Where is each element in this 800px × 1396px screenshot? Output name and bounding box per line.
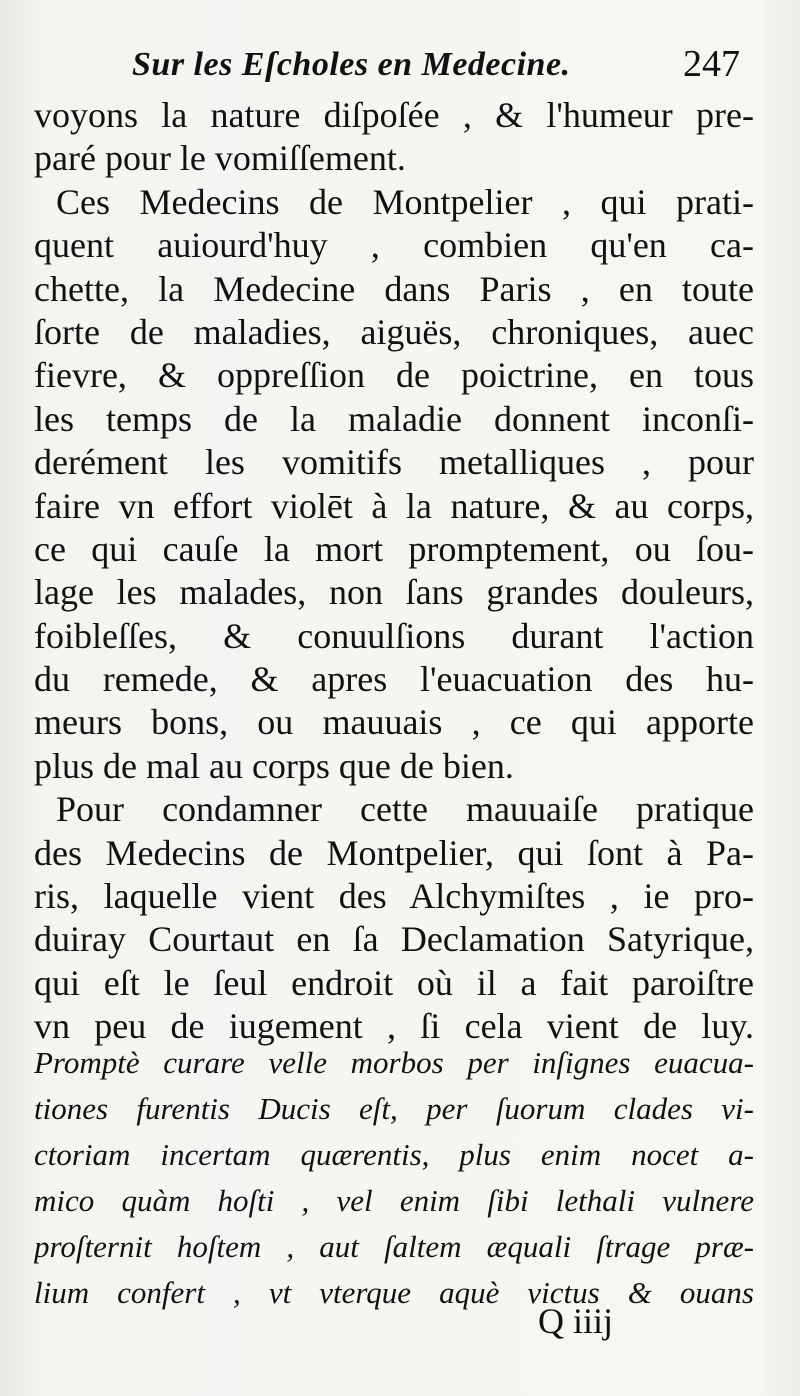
text-line: plus de mal au corps que de bien. xyxy=(34,745,514,786)
running-title: Sur les Eſcholes en Medecine. xyxy=(132,46,571,83)
body-text xyxy=(34,94,754,1049)
latin-line: Promptè curare velle morbos per inſignes euacua- xyxy=(34,1045,754,1080)
latin-line: proſternit hoſtem , aut ſaltem æquali ſtrage præ- xyxy=(34,1229,754,1264)
text-line: faire vn effort violēt à la nature, & au corps, xyxy=(34,485,754,526)
text-line: foibleſſes, & conuulſions durant l'action xyxy=(34,615,754,656)
text-line: quent auiourd'huy , combien qu'en ca- xyxy=(34,225,754,266)
text-line: derément les vomitifs metalliques , pour xyxy=(34,442,754,483)
text-line: ce qui cauſe la mort promptement, ou ſou- xyxy=(34,528,754,569)
latin-line: lium confert , vt vterque aquè victus & ouans xyxy=(34,1275,754,1310)
text-line: du remede, & apres l'euacuation des hu- xyxy=(34,659,754,700)
text-line: chette, la Medecine dans Paris , en toute xyxy=(34,268,754,309)
page-number: 247 xyxy=(683,43,740,85)
latin-quotation xyxy=(34,1040,754,1316)
latin-line: ctoriam incertam quærentis, plus enim nocet a- xyxy=(34,1137,754,1172)
text-line: vn peu de iugement , ſi cela vient de luy. xyxy=(34,1006,754,1047)
latin-line: tiones furentis Ducis eſt, per ſuorum clades vi- xyxy=(34,1091,754,1126)
text-line: lage les malades, non ſans grandes douleurs, xyxy=(34,572,754,613)
text-line: voyons la nature diſpoſée , & l'humeur pre- xyxy=(34,95,754,135)
signature-mark: Q iiij xyxy=(538,1301,614,1341)
text-line: qui eſt le ſeul endroit où il a fait paroiſtre xyxy=(34,962,754,1003)
page-header xyxy=(0,42,800,92)
latin-line: mico quàm hoſti , vel enim ſibi lethali vulnere xyxy=(34,1183,754,1218)
text-line: meurs bons, ou mauuais , ce qui apporte xyxy=(34,702,754,743)
text-line: Ces Medecins de Montpelier , qui prati- xyxy=(56,181,754,222)
text-line: les temps de la maladie donnent inconſi- xyxy=(34,398,754,439)
text-line: paré pour le vomiſſement. xyxy=(34,138,406,179)
text-line: duiray Courtaut en ſa Declamation Satyrique, xyxy=(34,919,754,960)
text-line: des Medecins de Montpelier, qui ſont à Pa- xyxy=(34,832,754,873)
text-line: ſorte de maladies, aiguës, chroniques, auec xyxy=(34,311,754,352)
text-line: fievre, & oppreſſion de poictrine, en tous xyxy=(34,355,754,396)
text-line: Pour condamner cette mauuaiſe pratique xyxy=(56,789,754,830)
text-line: ris, laquelle vient des Alchymiſtes , ie pro- xyxy=(34,876,754,917)
